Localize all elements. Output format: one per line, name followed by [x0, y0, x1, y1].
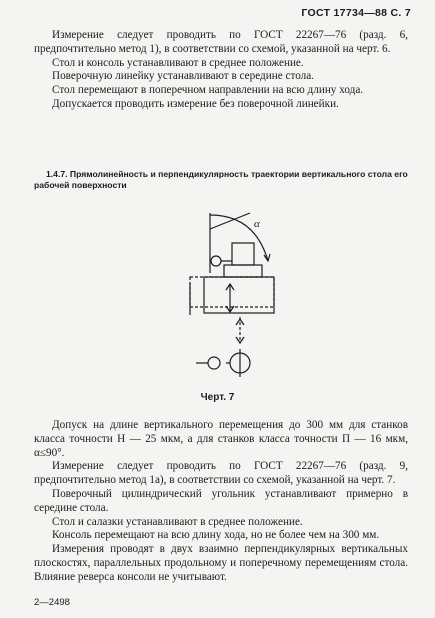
- console-body: [204, 277, 274, 313]
- page-header: ГОСТ 17734—88 С. 7: [301, 7, 411, 19]
- paragraph: Стол и консоль устанавливают в среднее положение.: [52, 56, 304, 69]
- plan-view-indicator: [208, 357, 220, 369]
- table-outline: [190, 277, 274, 307]
- dial-indicator: [211, 256, 221, 266]
- paragraph: Допуск на длине вертикального перемещения до 300 мм для станков класса точности Н — 25 мкм, а для станков класса точности П — 16 мкм, α≤90°.: [34, 419, 408, 459]
- top-text-block: [34, 29, 408, 112]
- paragraph: Стол и салазки устанавливают в среднее положение.: [52, 515, 303, 528]
- bottom-text-block: [34, 419, 408, 585]
- paragraph: Поверочную линейку устанавливают в середине стола.: [52, 70, 314, 83]
- paragraph: Измерения проводят в двух взаимно перпендикулярных вертикальных плоскостях, параллельных продольному и поперечному перемещениям стола. Влияние реверса консоли не учитывают.: [34, 543, 408, 583]
- paragraph: Стол перемещают в поперечном направлении на всю длину хода.: [52, 84, 364, 97]
- paragraph: Консоль перемещают на всю длину хода, но не более чем на 300 мм.: [52, 529, 380, 542]
- cylindrical-square: [232, 243, 254, 265]
- figure-drawing: [170, 203, 310, 381]
- gauge-base: [224, 265, 262, 277]
- measurement-scheme-diagram: [170, 203, 310, 381]
- section-heading: 1.4.7. Прямолинейность и перпендикулярность траектории вертикального стола его рабочей поверхности: [34, 169, 408, 190]
- paragraph: Допускается проводить измерение без поверочной линейки.: [52, 97, 339, 110]
- paragraph: Измерение следует проводить по ГОСТ 22267—76 (разд. 9, предпочтительно метод 1а), в соответствии со схемой, указанной на черт. 7.: [34, 460, 408, 487]
- paragraph: Измерение следует проводить по ГОСТ 22267—76 (разд. 6, предпочтительно метод 1), в соответствии со схемой, указанной на черт. 6.: [34, 29, 408, 55]
- figure-caption: Черт. 7: [200, 392, 235, 403]
- angle-label: α: [254, 218, 260, 230]
- paragraph: Поверочный цилиндрический угольник устанавливают примерно в середине стола.: [34, 487, 408, 514]
- page-footer: 2—2498: [34, 597, 70, 608]
